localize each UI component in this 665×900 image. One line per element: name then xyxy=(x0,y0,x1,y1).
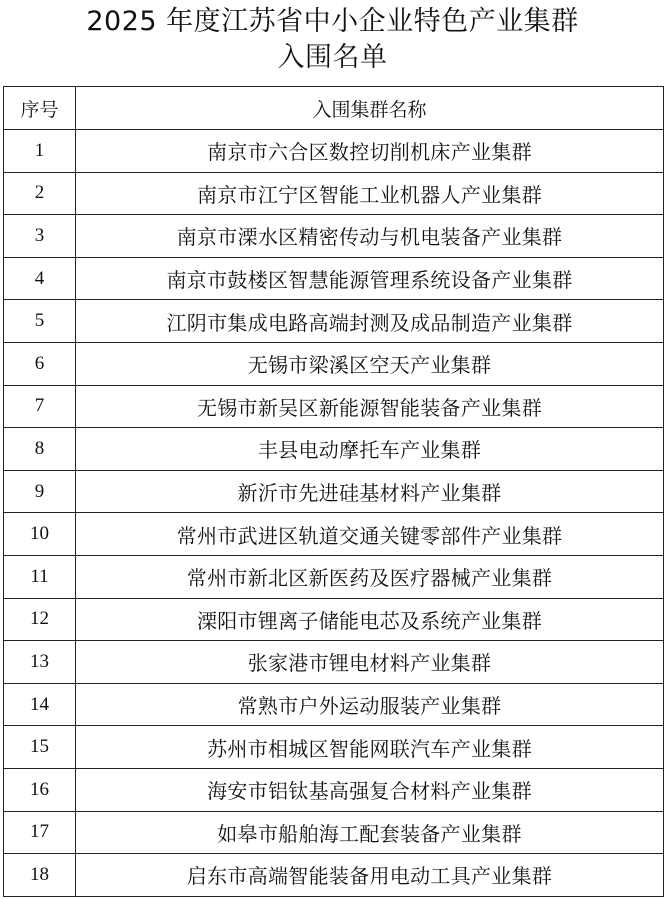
title-line-1: 2025 年度江苏省中小企业特色产业集群 xyxy=(86,6,579,37)
cluster-name: 江阴市集成电路高端封测及成品制造产业集群 xyxy=(76,300,664,343)
row-number: 7 xyxy=(4,385,76,428)
table-row xyxy=(4,513,664,556)
table-header-row xyxy=(4,87,664,130)
row-number: 11 xyxy=(4,555,76,598)
cluster-name: 南京市溧水区精密传动与机电装备产业集群 xyxy=(76,215,664,258)
table-row xyxy=(4,854,664,897)
row-number: 10 xyxy=(4,513,76,556)
column-header-number: 序号 xyxy=(4,87,76,130)
row-number: 16 xyxy=(4,768,76,811)
table-row xyxy=(4,768,664,811)
cluster-name: 海安市铝钛基高强复合材料产业集群 xyxy=(76,768,664,811)
cluster-name: 启东市高端智能装备用电动工具产业集群 xyxy=(76,854,664,897)
row-number: 6 xyxy=(4,342,76,385)
cluster-name: 无锡市梁溪区空天产业集群 xyxy=(76,342,664,385)
row-number: 15 xyxy=(4,726,76,769)
row-number: 1 xyxy=(4,130,76,173)
cluster-name: 溧阳市锂离子储能电芯及系统产业集群 xyxy=(76,598,664,641)
row-number: 9 xyxy=(4,470,76,513)
table-row xyxy=(4,683,664,726)
row-number: 3 xyxy=(4,215,76,258)
table-body xyxy=(4,130,664,897)
table-row xyxy=(4,428,664,471)
cluster-name: 新沂市先进硅基材料产业集群 xyxy=(76,470,664,513)
row-number: 13 xyxy=(4,641,76,684)
cluster-name: 张家港市锂电材料产业集群 xyxy=(76,641,664,684)
cluster-name: 南京市江宁区智能工业机器人产业集群 xyxy=(76,172,664,215)
cluster-name: 无锡市新吴区新能源智能装备产业集群 xyxy=(76,385,664,428)
table-row xyxy=(4,470,664,513)
cluster-name: 常州市新北区新医药及医疗器械产业集群 xyxy=(76,555,664,598)
row-number: 12 xyxy=(4,598,76,641)
cluster-name: 南京市鼓楼区智慧能源管理系统设备产业集群 xyxy=(76,257,664,300)
row-number: 8 xyxy=(4,428,76,471)
cluster-list-table xyxy=(3,86,664,897)
table-row xyxy=(4,130,664,173)
table-row xyxy=(4,385,664,428)
cluster-name: 苏州市相城区智能网联汽车产业集群 xyxy=(76,726,664,769)
table-row xyxy=(4,172,664,215)
table-row xyxy=(4,811,664,854)
table-row xyxy=(4,598,664,641)
table-row xyxy=(4,215,664,258)
column-header-name: 入围集群名称 xyxy=(76,87,664,130)
row-number: 14 xyxy=(4,683,76,726)
row-number: 4 xyxy=(4,257,76,300)
row-number: 17 xyxy=(4,811,76,854)
row-number: 5 xyxy=(4,300,76,343)
cluster-name: 南京市六合区数控切削机床产业集群 xyxy=(76,130,664,173)
cluster-name: 常州市武进区轨道交通关键零部件产业集群 xyxy=(76,513,664,556)
cluster-name: 丰县电动摩托车产业集群 xyxy=(76,428,664,471)
cluster-name: 如皋市船舶海工配套装备产业集群 xyxy=(76,811,664,854)
document-title xyxy=(0,4,665,76)
table-row xyxy=(4,257,664,300)
table-row xyxy=(4,342,664,385)
table-row xyxy=(4,555,664,598)
row-number: 18 xyxy=(4,854,76,897)
table-row xyxy=(4,641,664,684)
row-number: 2 xyxy=(4,172,76,215)
table-row xyxy=(4,300,664,343)
title-line-2: 入围名单 xyxy=(277,42,388,73)
cluster-name: 常熟市户外运动服装产业集群 xyxy=(76,683,664,726)
table-row xyxy=(4,726,664,769)
